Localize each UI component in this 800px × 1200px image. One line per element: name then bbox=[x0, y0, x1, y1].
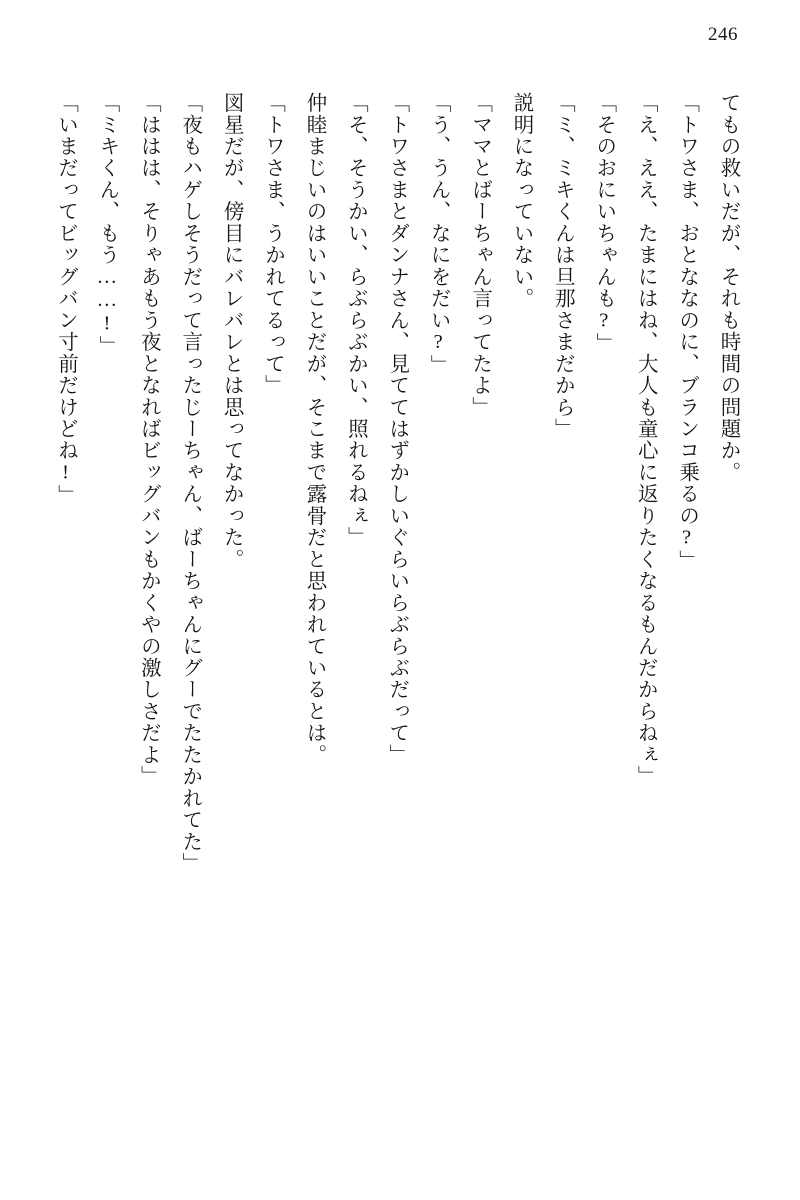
text-line: 「トワさま、うかれてるって」 bbox=[261, 92, 284, 397]
text-line: 「ママとばーちゃん言ってたよ」 bbox=[468, 92, 491, 418]
text-line: 「トワさまとダンナさん、見ててはずかしいぐらいらぶらぶだって」 bbox=[385, 92, 408, 766]
text-line: 「え、ええ、たまにはね、大人も童心に返りたくなるもんだからねぇ」 bbox=[634, 92, 657, 788]
text-line: 「いまだってビッグバン寸前だけどね!」 bbox=[54, 92, 77, 507]
text-line: 「夜もハゲしそうだって言ったじーちゃん、ばーちゃんにグーでたたかれてた」 bbox=[178, 92, 201, 875]
text-line: 「う、うん、なにをだい?」 bbox=[427, 92, 450, 376]
page-number: 246 bbox=[708, 24, 738, 45]
text-line: 「ミキくん、もう……!」 bbox=[95, 92, 118, 358]
text-line: 図星だが、傍目にバレバレとは思ってなかった。 bbox=[220, 92, 243, 571]
text-line: 「ははは、そりゃあもう夜となればビッグバンもかくやの激しさだよ」 bbox=[137, 92, 160, 788]
text-line: 「トワさま、おとななのに、ブランコ乗るの?」 bbox=[675, 92, 698, 572]
text-line: 仲睦まじいのはいいことだが、そこまで露骨だと思われているとは。 bbox=[302, 92, 325, 766]
text-line: てもの救いだが、それも時間の問題か。 bbox=[717, 92, 739, 484]
text-line: 「そのおにいちゃんも?」 bbox=[592, 92, 615, 355]
text-line: 説明になっていない。 bbox=[509, 92, 532, 310]
text-line: 「そ、そうかい、らぶらぶかい、照れるねぇ」 bbox=[344, 92, 367, 549]
vertical-text-body bbox=[52, 92, 748, 1102]
text-line: 「ミ、ミキくんは旦那さまだから」 bbox=[551, 92, 574, 440]
